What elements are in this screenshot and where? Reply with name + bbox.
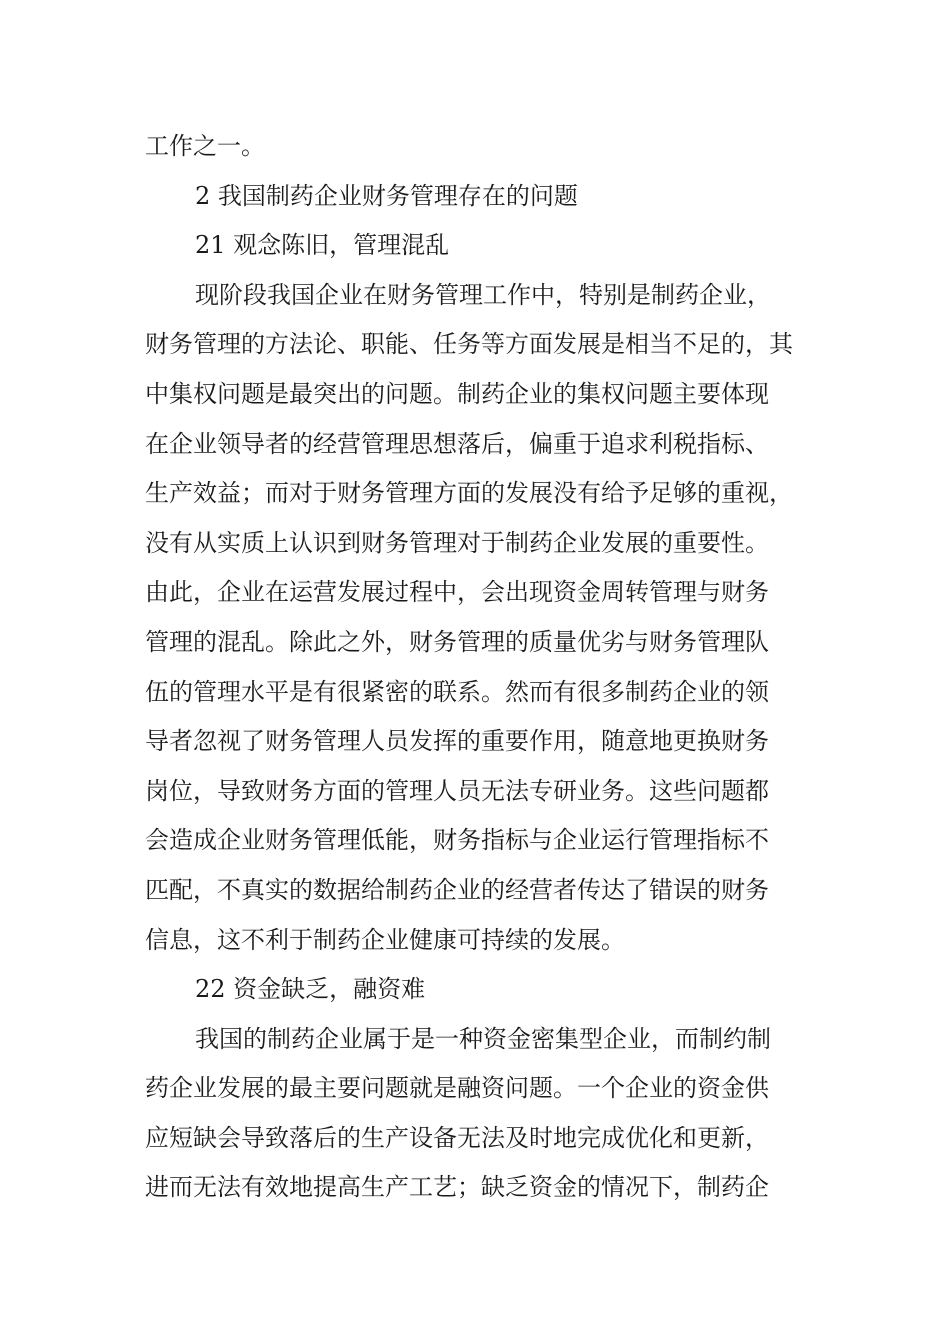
- subsection-heading: 22 资金缺乏，融资难: [195, 975, 426, 1004]
- subsection-heading: 21 观念陈旧，管理混乱: [195, 231, 450, 260]
- text-line: 财务管理的方法论、职能、任务等方面发展是相当不足的，其: [145, 330, 793, 359]
- text-line: 我国的制药企业属于是一种资金密集型企业，而制约制: [195, 1024, 771, 1053]
- text-line: 现阶段我国企业在财务管理工作中，特别是制药企业，: [195, 280, 771, 309]
- text-line: 伍的管理水平是有很紧密的联系。然而有很多制药企业的领: [145, 677, 769, 706]
- text-line: 生产效益；而对于财务管理方面的发展没有给予足够的重视，: [145, 479, 793, 508]
- text-line: 应短缺会导致落后的生产设备无法及时地完成优化和更新，: [145, 1123, 769, 1152]
- text-line: 中集权问题是最突出的问题。制药企业的集权问题主要体现: [145, 379, 769, 408]
- document-page: [145, 122, 817, 1213]
- text-line: 管理的混乱。除此之外，财务管理的质量优劣与财务管理队: [145, 627, 769, 656]
- text-line: 会造成企业财务管理低能，财务指标与企业运行管理指标不: [145, 826, 769, 855]
- text-line: 匹配，不真实的数据给制药企业的经营者传达了错误的财务: [145, 875, 769, 904]
- text-line: 工作之一。: [145, 132, 265, 160]
- text-line: 由此，企业在运营发展过程中，会出现资金周转管理与财务: [145, 578, 769, 607]
- text-line: 药企业发展的最主要问题就是融资问题。一个企业的资金供: [145, 1074, 769, 1103]
- text-line: 导者忽视了财务管理人员发挥的重要作用，随意地更换财务: [145, 727, 769, 756]
- section-heading: 2 我国制药企业财务管理存在的问题: [195, 181, 578, 210]
- text-line: 没有从实质上认识到财务管理对于制药企业发展的重要性。: [145, 528, 769, 557]
- text-line: 信息，这不利于制药企业健康可持续的发展。: [145, 925, 625, 954]
- text-line: 岗位，导致财务方面的管理人员无法专研业务。这些问题都: [145, 776, 769, 805]
- text-line: 在企业领导者的经营管理思想落后，偏重于追求利税指标、: [145, 429, 769, 458]
- text-line: 进而无法有效地提高生产工艺；缺乏资金的情况下，制药企: [145, 1173, 769, 1202]
